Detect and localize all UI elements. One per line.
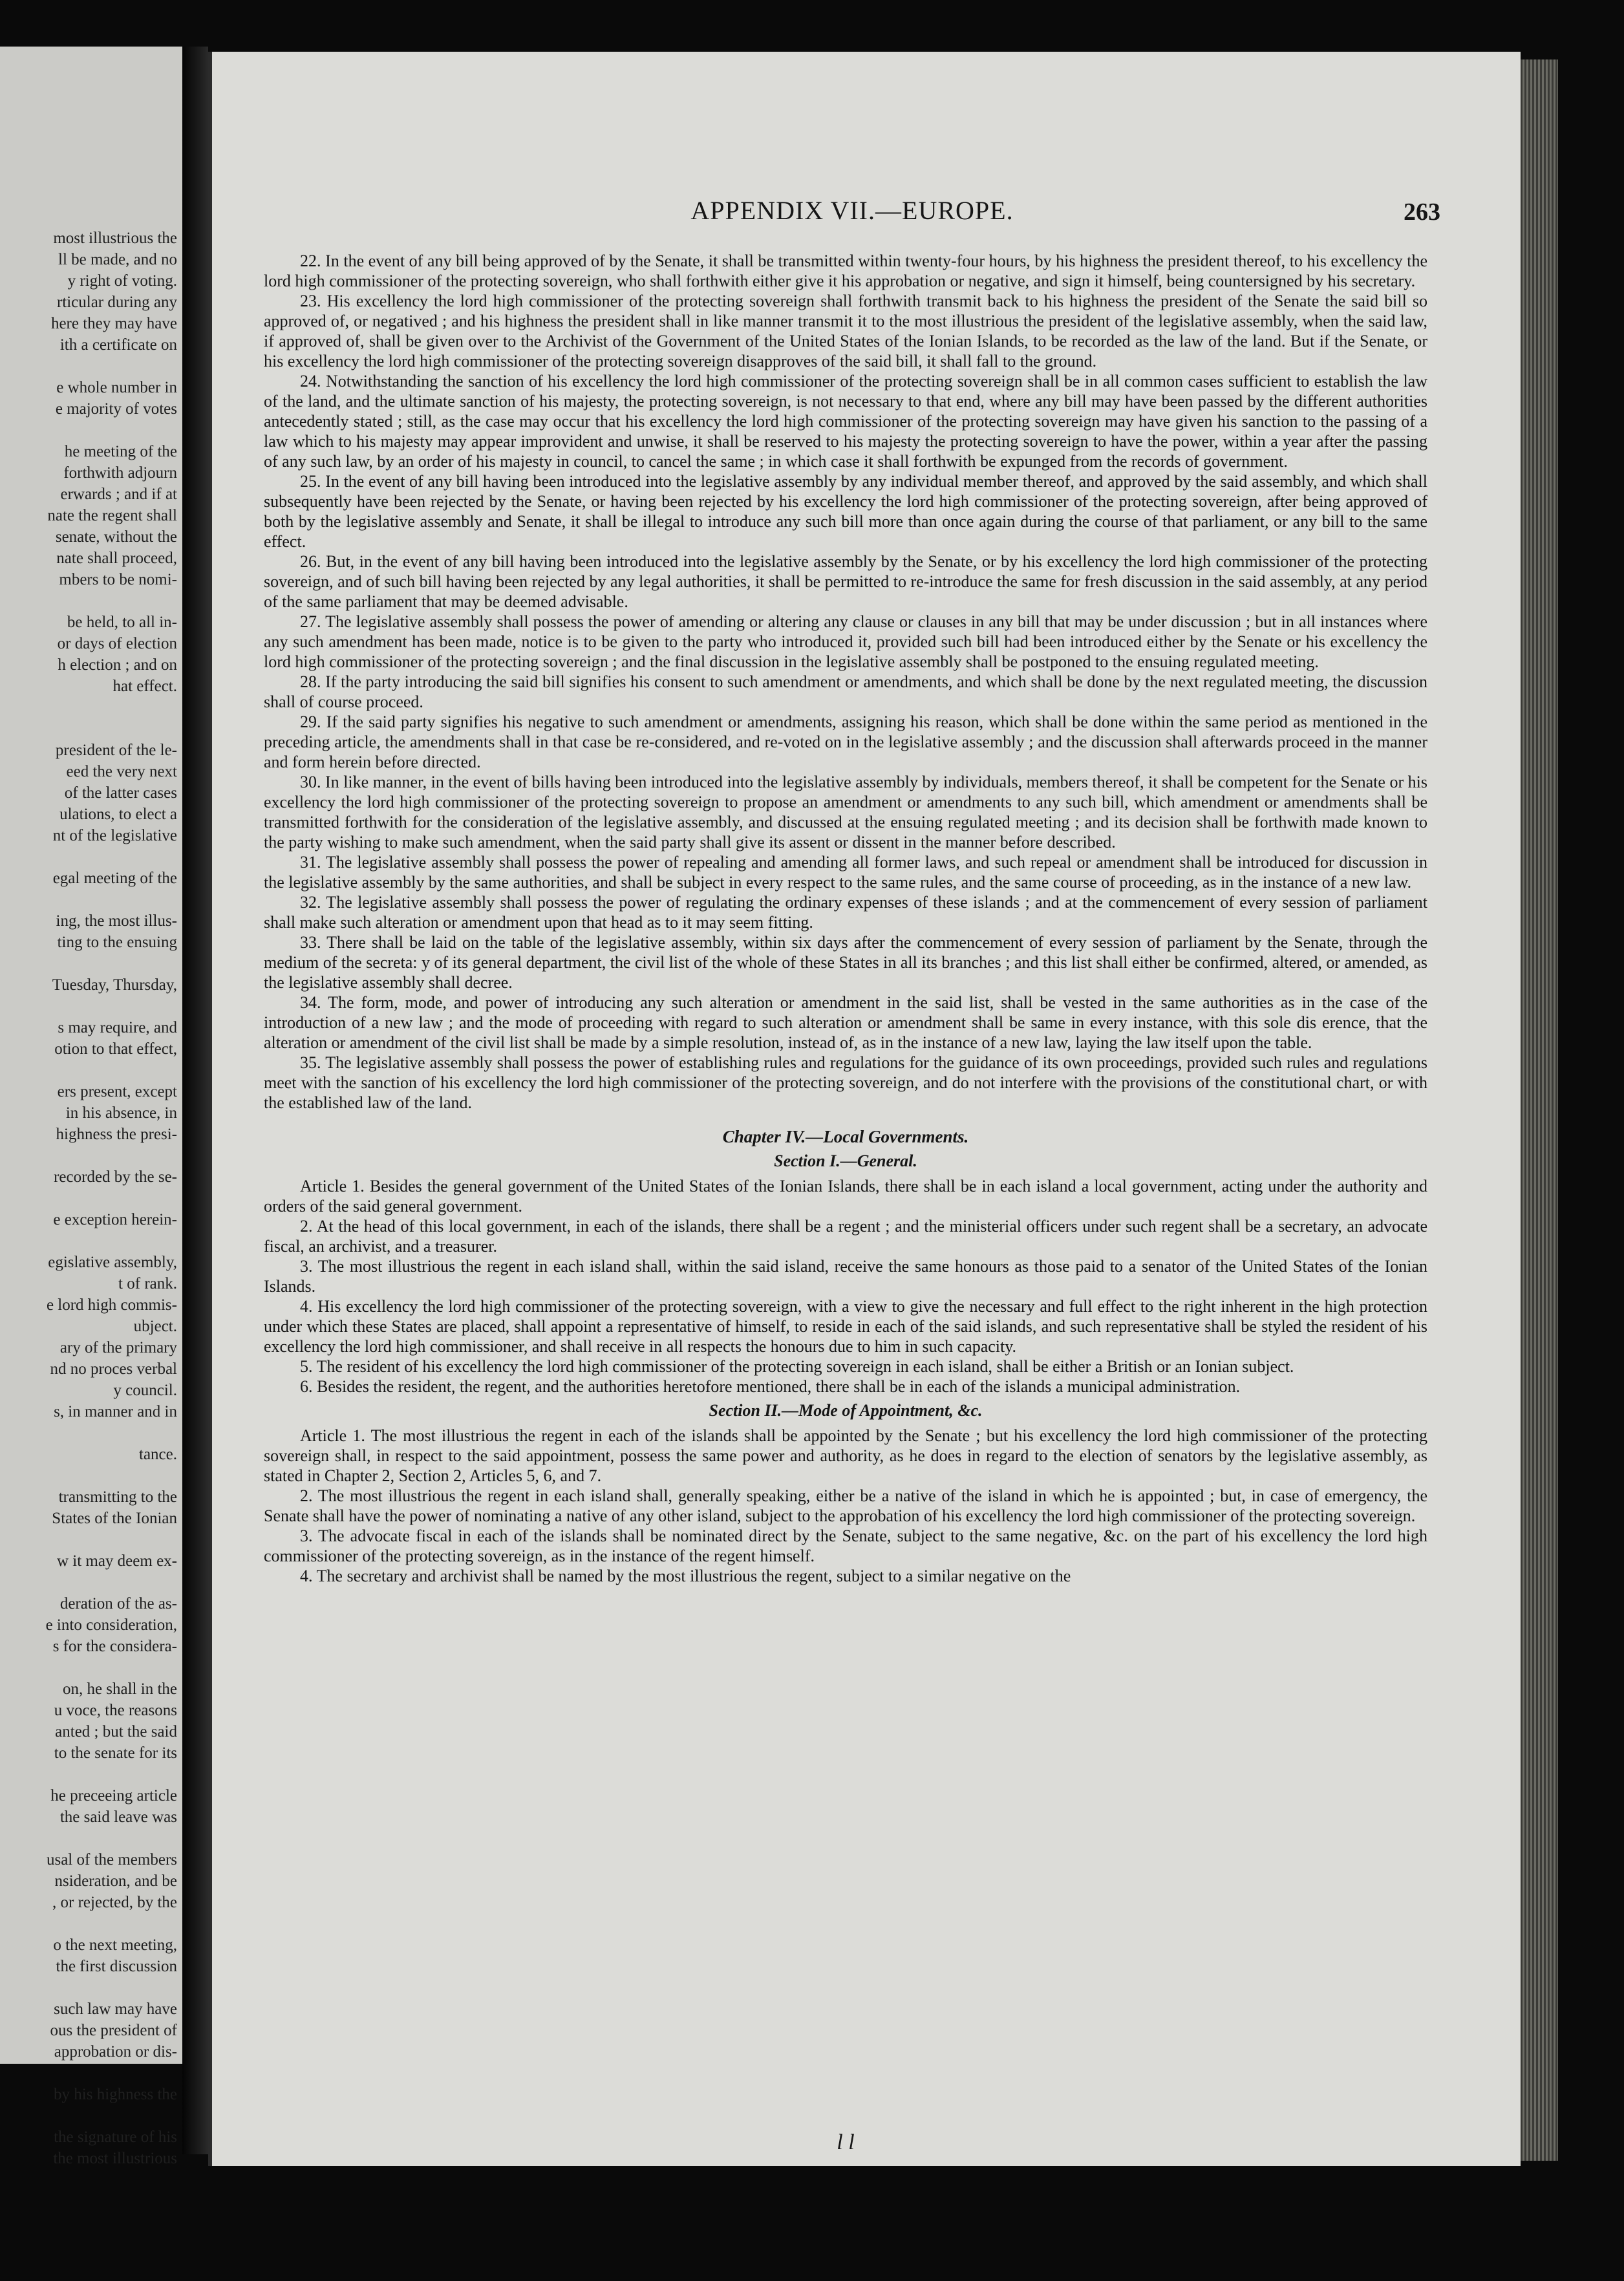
paragraph: 3. The advocate fiscal in each of the islands shall be nominated direct by the Senate, subject to the same negative, &c. on the part of his excellency the lord high commissioner of the protecting sovereign, as in the instance of the regent himself.	[264, 1526, 1427, 1565]
paragraph: 29. If the said party signifies his negative to such amendment or amendments, assigning his reason, which shall be done within the same period as mentioned in the preceding article, the amendments shall in that case be re-considered, and re-voted on in the legislative assembly ; and the discussion shall afterwards proceed in the manner and form herein before directed.	[264, 712, 1427, 771]
facing-page	[0, 47, 182, 2167]
paragraph: 2. At the head of this local government, in each of the islands, there shall be a regent ; and the ministerial officers under such regent shall be a secretary, an advocate fiscal, an archivist, and a treasurer.	[264, 1217, 1427, 1256]
facing-page-line: ers present, except	[57, 1083, 177, 1100]
facing-page-line: ulations, to elect a	[59, 806, 177, 823]
facing-page-line	[0, 1465, 182, 1486]
paragraph: 4. His excellency the lord high commissioner of the protecting sovereign, with a view to give the necessary and full effect to the right inherent in the high protection under which these States are placed, shall appoint a representative of himself, to reside in each of the said islands, and such representative shall be styled the resident of his excellency the lord high commissioner, and shall receive in all respects the honours due to him in such capacity.	[264, 1297, 1427, 1356]
facing-page-line	[0, 846, 182, 868]
facing-page-line	[0, 996, 182, 1017]
facing-page-line: or days of election	[57, 635, 177, 652]
facing-page-line	[0, 953, 182, 974]
facing-page-text	[0, 228, 182, 2169]
facing-page-line: erwards ; and if at	[60, 486, 177, 503]
facing-page-line: recorded by the se-	[54, 1168, 177, 1186]
facing-page-line: nd no proces verbal	[50, 1360, 177, 1378]
facing-page-line: ith a certificate on	[59, 336, 177, 354]
facing-page-line	[0, 420, 182, 441]
facing-page-line: eed the very next	[66, 763, 177, 780]
facing-page-line: approbation or dis-	[54, 2043, 177, 2061]
section-heading-appointment: Section II.—Mode of Appointment, &c.	[709, 1401, 983, 1420]
facing-page-line: highness the presi-	[56, 1126, 177, 1143]
paragraph: 28. If the party introducing the said bill signifies his consent to such amendment or amendments, and which shall be done by the next regulated meeting, the discussion shall of course proceed.	[264, 672, 1427, 711]
paragraph: 23. His excellency the lord high commissioner of the protecting sovereign shall forthwith transmit back to his highness the president of the Senate the said bill so approved of, or negatived ; and his highness the president shall in like manner transmit it to the most illustrious the president of the legislative assembly, when the said law, if approved of, shall be given over to the Archivist of the Government of the United States of the Ionian Islands, to be recorded as the law of the land. But if the Senate, or his excellency the lord high commissioner of the protecting sovereign disapproves of the said bill, it shall fall to the ground.	[264, 292, 1427, 370]
facing-page-line: Tuesday, Thursday,	[52, 976, 177, 994]
facing-page-line: here they may have	[50, 315, 177, 332]
facing-page-line: States of the Ionian	[52, 1510, 177, 1527]
facing-page-line: in his absence, in	[65, 1104, 177, 1122]
facing-page-line: t of rank.	[118, 1275, 177, 1292]
facing-page-line: u voce, the reasons	[54, 1702, 177, 1719]
facing-page-line: hat effect.	[112, 678, 177, 695]
body-text	[264, 251, 1427, 1586]
facing-page-line	[0, 1977, 182, 1998]
facing-page-line	[0, 1913, 182, 1934]
facing-page-line: transmitting to the	[58, 1488, 177, 1506]
document-page	[208, 52, 1521, 2166]
facing-page-line	[0, 1657, 182, 1678]
paragraph: 3. The most illustrious the regent in each island shall, within the said island, receive the same honours as those paid to a senator of the United States of the Ionian Islands.	[264, 1257, 1427, 1296]
paragraph: 32. The legislative assembly shall possess the power of regulating the ordinary expenses of these islands ; and at the commencement of every session of parliament shall make such alteration or amendment upon that head as to it may seem fitting.	[264, 893, 1427, 932]
facing-page-line: nate the regent shall	[47, 507, 177, 524]
facing-page-line: , or rejected, by the	[52, 1894, 177, 1911]
running-head: APPENDIX VII.—EUROPE.	[690, 196, 1014, 225]
facing-page-line: ll be made, and no	[58, 251, 177, 268]
facing-page-line: he preceeing article	[50, 1787, 177, 1804]
facing-page-line: e lord high commis-	[46, 1296, 177, 1314]
section-heading-general: Section I.—General.	[774, 1151, 917, 1170]
paragraph: 5. The resident of his excellency the lord high commissioner of the protecting sovereign in each island, shall be either a British or an Ionian subject.	[300, 1357, 1294, 1376]
paragraph: Article 1. The most illustrious the regent in each of the islands shall be appointed by the Senate ; but his excellency the lord high commissioner of the protecting sovereign shall, in respect to the said appointment, possess the same power and authority, as he does in regard to the election of senators by the legislative assembly, as stated in Chapter 2, Section 2, Articles 5, 6, and 7.	[264, 1426, 1427, 1485]
facing-page-line	[0, 356, 182, 377]
facing-page-line	[0, 889, 182, 910]
facing-page-line: ting to the ensuing	[57, 934, 177, 951]
facing-page-line	[0, 1060, 182, 1081]
facing-page-line: the signature of his	[54, 2128, 177, 2146]
section-2-articles	[264, 1426, 1427, 1586]
facing-page-line: the said leave was	[59, 1808, 177, 1826]
facing-page-line: o the next meeting,	[53, 1936, 177, 1954]
facing-page-line	[0, 1572, 182, 1593]
facing-page-line: otion to that effect,	[54, 1040, 177, 1058]
facing-page-line: anted ; but the said	[55, 1723, 177, 1740]
facing-page-line: nate shall proceed,	[56, 550, 177, 567]
facing-page-line: e into consideration,	[45, 1616, 177, 1634]
facing-page-line: nt of the legislative	[52, 827, 177, 844]
facing-page-line	[0, 1422, 182, 1444]
facing-page-line: such law may have	[54, 2000, 177, 2018]
facing-page-line: president of the le-	[55, 742, 177, 759]
facing-page-line: of the latter cases	[64, 784, 177, 802]
facing-page-line: s may require, and	[58, 1019, 177, 1036]
paragraph: 34. The form, mode, and power of introducing any such alteration or amendment in the said list, shall be vested in the same authorities as in the case of the introduction of a new law ; and the mode of proceeding with regard to such alteration or amendment shall be same in every instance, with this sole dis erence, that the alteration or amendment of the civil list shall be made by a simple resolution, instead of, as in the instance of a new law, laying the law itself upon the table.	[264, 993, 1427, 1052]
facing-page-line	[0, 590, 182, 612]
facing-page-line	[0, 1828, 182, 1849]
page-header	[264, 195, 1440, 228]
facing-page-line: on, he shall in the	[62, 1680, 177, 1698]
facing-page-line: by his highness the	[54, 2086, 177, 2103]
facing-page-line: ous the president of	[50, 2022, 177, 2039]
facing-page-line: y right of voting.	[67, 272, 177, 290]
section-1-articles	[264, 1176, 1427, 1397]
facing-page-line: senate, without the	[55, 528, 177, 546]
facing-page-line: w it may deem ex-	[56, 1552, 177, 1570]
facing-page-line: nsideration, and be	[54, 1872, 177, 1890]
facing-page-line	[0, 1764, 182, 1785]
facing-page-line: e exception herein-	[53, 1211, 177, 1228]
facing-page-line: e majority of votes	[55, 400, 177, 418]
facing-page-line: egislative assembly,	[48, 1254, 177, 1271]
page-stack-edge	[1521, 59, 1558, 2161]
paragraph: 30. In like manner, in the event of bills having been introduced into the legislative assembly by individuals, members thereof, it shall be competent for the Senate or his excellency the lord high commissioner of the protecting sovereign to propose an amendment or amendments to any such bill, which amendment or amendments shall be transmitted forthwith for the consideration of the legislative assembly, and discussed at the ensuing regulated meeting ; and its decision shall be forthwith made known to the party wishing to make such amendment, when the said party shall give its assent or dissent in the manner before described.	[264, 773, 1427, 851]
paragraph: 27. The legislative assembly shall possess the power of amending or altering any clause or clauses in any bill that may be under discussion ; but in all instances where any such amendment has been made, notice is to be given to the party who introduced it, provided such bill had been introduced either by the Senate or his excellency the lord high commissioner of the protecting sovereign ; and the final discussion in the legislative assembly shall be postponed to the ensuing regulated meeting.	[264, 612, 1427, 671]
chapter-heading: Chapter IV.—Local Governments.	[722, 1127, 969, 1146]
facing-page-line	[0, 1230, 182, 1252]
facing-page-line: deration of the as-	[59, 1595, 177, 1612]
paragraph: 4. The secretary and archivist shall be named by the most illustrious the regent, subject to a similar negative on the	[300, 1567, 1071, 1585]
facing-page-line: e whole number in	[56, 379, 177, 396]
book-gutter	[182, 47, 208, 2154]
articles-22-35	[264, 251, 1427, 1113]
paragraph: 26. But, in the event of any bill having been introduced into the legislative assembly by the Senate, or by his excellency the lord high commissioner of the protecting sovereign, and of such bill having been rejected by any legal authorities, it shall be permitted to re-introduce the same for fresh discussion in the said assembly, at any period of the same parliament that may be deemed advisable.	[264, 552, 1427, 611]
facing-page-line: y council.	[113, 1382, 177, 1399]
facing-page-line	[0, 1188, 182, 1209]
facing-page-line: ubject.	[133, 1318, 177, 1335]
facing-page-line: most illustrious the	[53, 230, 177, 247]
facing-page-line: rticular during any	[56, 294, 177, 311]
facing-page-line: ary of the primary	[59, 1339, 177, 1356]
paragraph: 2. The most illustrious the regent in each island shall, generally speaking, either be a native of the island in which he is appointed ; but, in case of emergency, the Senate shall have the power of nominating a native of any other island, subject to the approbation of his excellency the lord high commissioner of the protecting sovereign.	[264, 1486, 1427, 1525]
facing-page-line	[0, 2062, 182, 2084]
paragraph: 31. The legislative assembly shall possess the power of repealing and amending all former laws, and such repeal or amendment shall be introduced for discussion in the legislative assembly by the same authorities, and shall be subject in every respect to the same rules, and the same course of proceeding, as in the instance of a new law.	[264, 853, 1427, 892]
facing-page-line: the first discussion	[56, 1958, 177, 1975]
facing-page-line: tance.	[139, 1446, 177, 1463]
facing-page-line: the most illustrious	[53, 2150, 177, 2167]
facing-page-line	[0, 1145, 182, 1166]
paragraph: 6. Besides the resident, the regent, and the authorities heretofore mentioned, there shall be in each of the islands a municipal administration.	[300, 1377, 1241, 1396]
paragraph: 22. In the event of any bill being approved of by the Senate, it shall be transmitted within twenty-four hours, by his highness the president thereof, to his excellency the lord high commissioner of the protecting sovereign, who shall forthwith either give it his approbation or negative, and sign it himself, being countersigned by his secretary.	[264, 252, 1427, 290]
facing-page-line: usal of the members	[46, 1851, 177, 1869]
facing-page-line: be held, to all in-	[67, 614, 177, 631]
facing-page-line: ing, the most illus-	[56, 912, 177, 930]
paragraph: 25. In the event of any bill having been introduced into the legislative assembly by any individual member thereof, and approved by the said assembly, and which shall subsequently have been rejected by the Senate, or having been rejected by his excellency the lord high commissioner of the protecting sovereign, after being approved of both by the legislative assembly and Senate, it shall be illegal to introduce any such bill more than once again during the course of that parliament, or any bill to the same effect.	[264, 472, 1427, 551]
facing-page-line	[0, 1529, 182, 1550]
paragraph: Article 1. Besides the general government of the United States of the Ionian Islands, there shall be in each island a local government, acting under the authority and orders of the said general government.	[264, 1177, 1427, 1215]
facing-page-line: he meeting of the	[64, 443, 177, 460]
facing-page-line	[0, 718, 182, 740]
facing-page-line: to the senate for its	[54, 1744, 177, 1762]
facing-page-line: s, in manner and in	[54, 1403, 177, 1420]
facing-page-line: egal meeting of the	[52, 870, 177, 887]
paragraph: 24. Notwithstanding the sanction of his excellency the lord high commissioner of the protecting sovereign shall be in all common cases sufficient to establish the law of the land, and the ultimate sanction of his majesty, the protecting sovereign, is not necessary to that end, where any bill may have been passed by the different authorities antecedently stated ; still, as the case may occur that his excellency the lord high commissioner of the protecting sovereign may have given his sanction to the passing of a law which to his majesty may appear improvident and unwise, it shall be reserved to his majesty the protecting sovereign to have the power, within a year after the passing of any such law, by an order of his majesty in council, to cancel the same ; in which case it shall forthwith be expunged from the records of government.	[264, 372, 1427, 471]
page-number: 263	[1404, 198, 1440, 226]
facing-page-line: s for the considera-	[52, 1638, 177, 1655]
paragraph: 33. There shall be laid on the table of the legislative assembly, within six days after the commencement of every session of parliament by the Senate, through the medium of the secreta: y of its general department, the civil list of the whole of these States in all its branches ; and this list shall either be confirmed, altered, or amended, as the legislative assembly shall decree.	[264, 933, 1427, 992]
facing-page-line	[0, 2105, 182, 2126]
facing-page-line: mbers to be nomi-	[59, 571, 177, 588]
facing-page-line: forthwith adjourn	[63, 464, 177, 482]
paragraph: 35. The legislative assembly shall possess the power of establishing rules and regulations for the guidance of its own proceedings, provided such rules and regulations meet with the sanction of his excellency the lord high commissioner of the protecting sovereign, and do not interfere with the provisions of the constitutional chart, or with the established law of the land.	[264, 1053, 1427, 1112]
facing-page-line	[0, 697, 182, 718]
facing-page-line: h election ; and on	[58, 656, 177, 674]
signature-mark: l l	[837, 2130, 855, 2154]
